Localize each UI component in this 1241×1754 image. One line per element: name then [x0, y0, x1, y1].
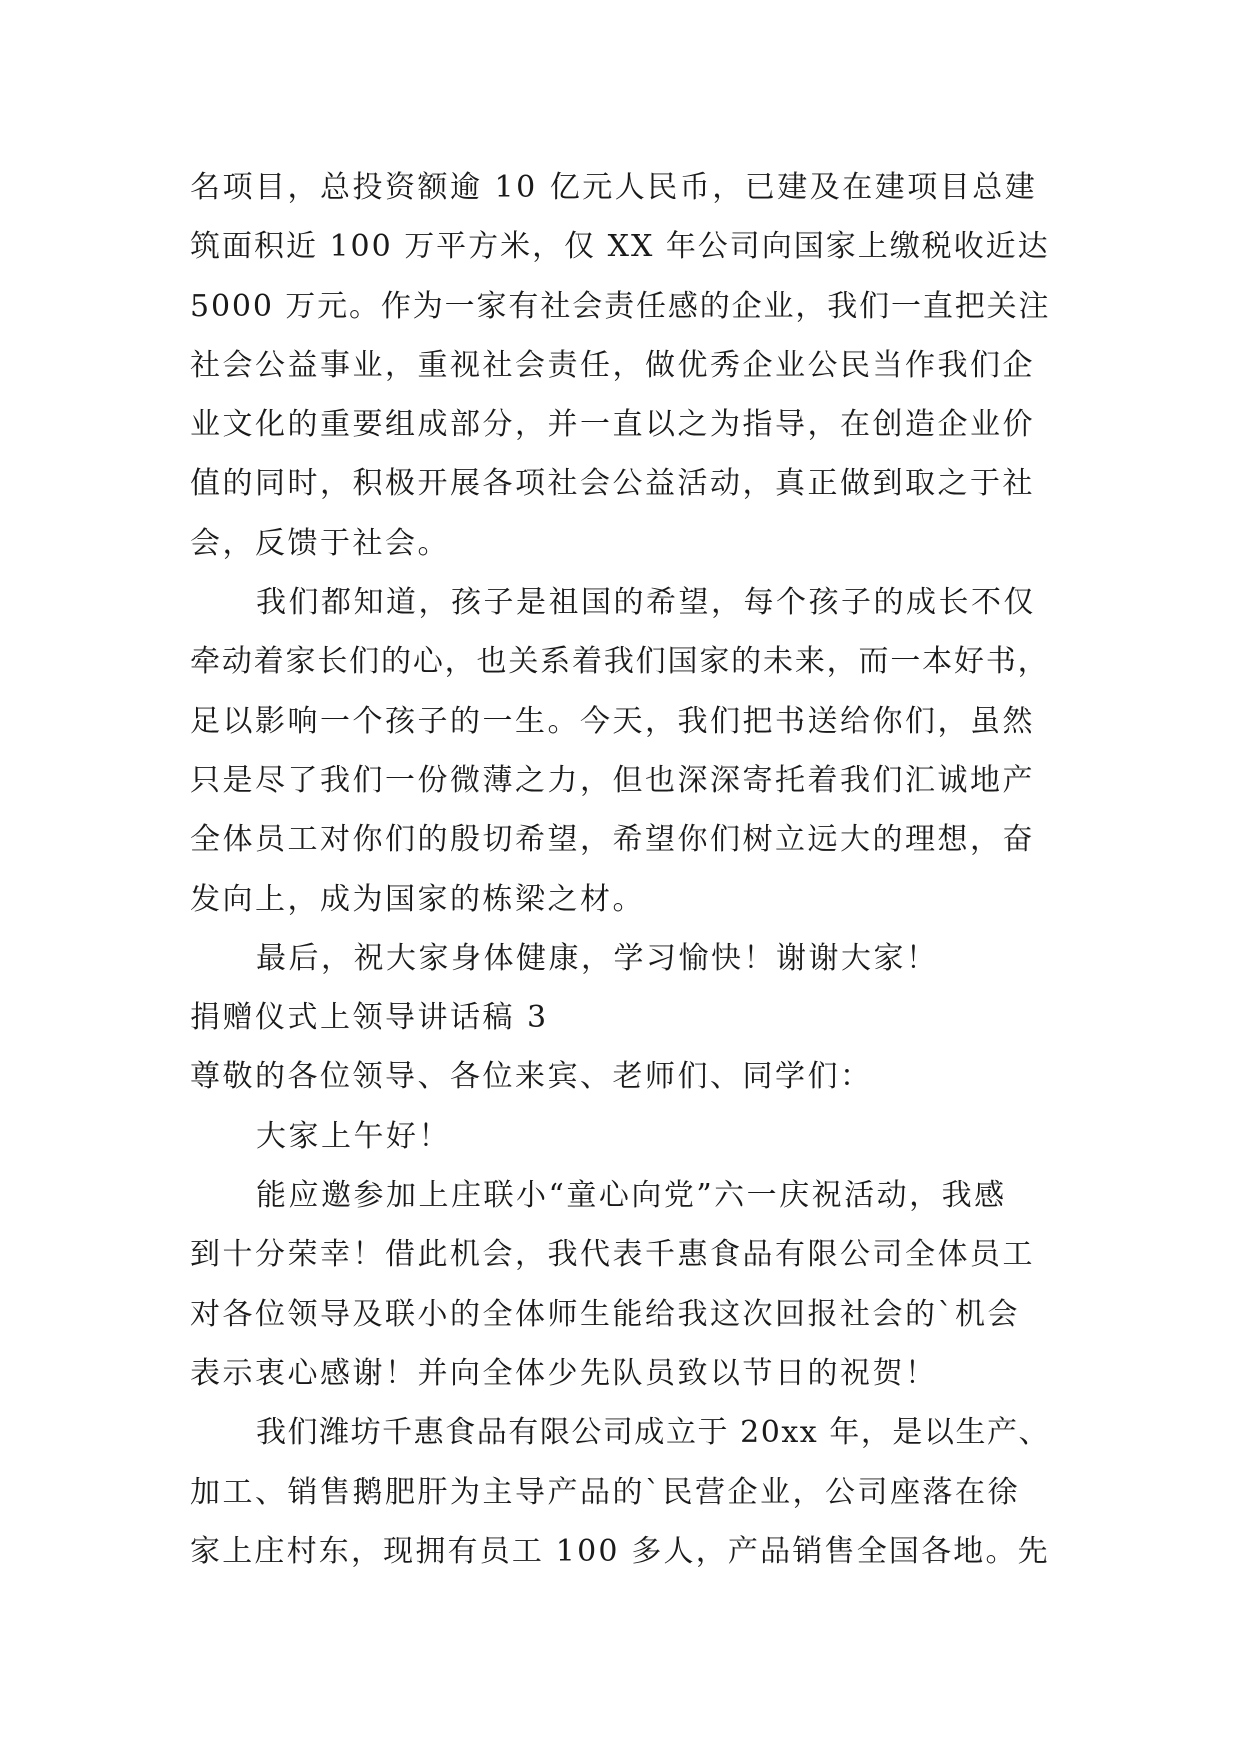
text-line: 捐赠仪式上领导讲话稿 3: [190, 1000, 549, 1036]
text-line: 牵动着家长们的心，也关系着我们国家的未来，而一本好书，: [190, 644, 1050, 680]
text-line: 筑面积近 100 万平方米，仅 XX 年公司向国家上缴税收近达: [190, 229, 1050, 265]
text-line: 会，反馈于社会。: [190, 525, 450, 561]
paragraph-first-line: 最后，祝大家身体健康，学习愉快！谢谢大家！: [256, 940, 939, 976]
text-line: 表示衷心感谢！并向全体少先队员致以节日的祝贺！: [190, 1355, 938, 1391]
text-line: 对各位领导及联小的全体师生能给我这次回报社会的`机会: [190, 1296, 1020, 1332]
text-line: 社会公益事业，重视社会责任，做优秀企业公民当作我们企: [190, 347, 1035, 383]
text-line: 业文化的重要组成部分，并一直以之为指导，在创造企业价: [190, 407, 1035, 443]
paragraph-first-line: 我们都知道，孩子是祖国的希望，每个孩子的成长不仅: [256, 585, 1036, 621]
text-line: 名项目，总投资额逾 10 亿元人民币，已建及在建项目总建: [190, 170, 1038, 205]
text-line: 尊敬的各位领导、各位来宾、老师们、同学们：: [190, 1059, 873, 1095]
text-line: 5000 万元。作为一家有社会责任感的企业，我们一直把关注: [190, 288, 1051, 324]
text-line: 值的同时，积极开展各项社会公益活动，真正做到取之于社: [190, 466, 1035, 502]
text-line: 发向上，成为国家的栋梁之材。: [190, 881, 645, 917]
paragraph-first-line: 我们潍坊千惠食品有限公司成立于 20xx 年，是以生产、: [256, 1415, 1051, 1451]
text-line: 只是尽了我们一份微薄之力，但也深深寄托着我们汇诚地产: [190, 762, 1035, 798]
paragraph-first-line: 能应邀参加上庄联小“童心向党”六一庆祝活动，我感: [256, 1178, 1007, 1214]
paragraph-first-line: 大家上午好！: [256, 1118, 451, 1154]
document-body: [190, 158, 1050, 1581]
text-line: 家上庄村东，现拥有员工 100 多人，产品销售全国各地。先: [190, 1533, 1050, 1569]
text-line: 加工、销售鹅肥肝为主导产品的`民营企业，公司座落在徐: [190, 1474, 1020, 1510]
text-line: 足以影响一个孩子的一生。今天，我们把书送给你们，虽然: [190, 703, 1035, 739]
text-line: 全体员工对你们的殷切希望，希望你们树立远大的理想，奋: [190, 822, 1035, 858]
text-line: 到十分荣幸！借此机会，我代表千惠食品有限公司全体员工: [190, 1237, 1035, 1273]
